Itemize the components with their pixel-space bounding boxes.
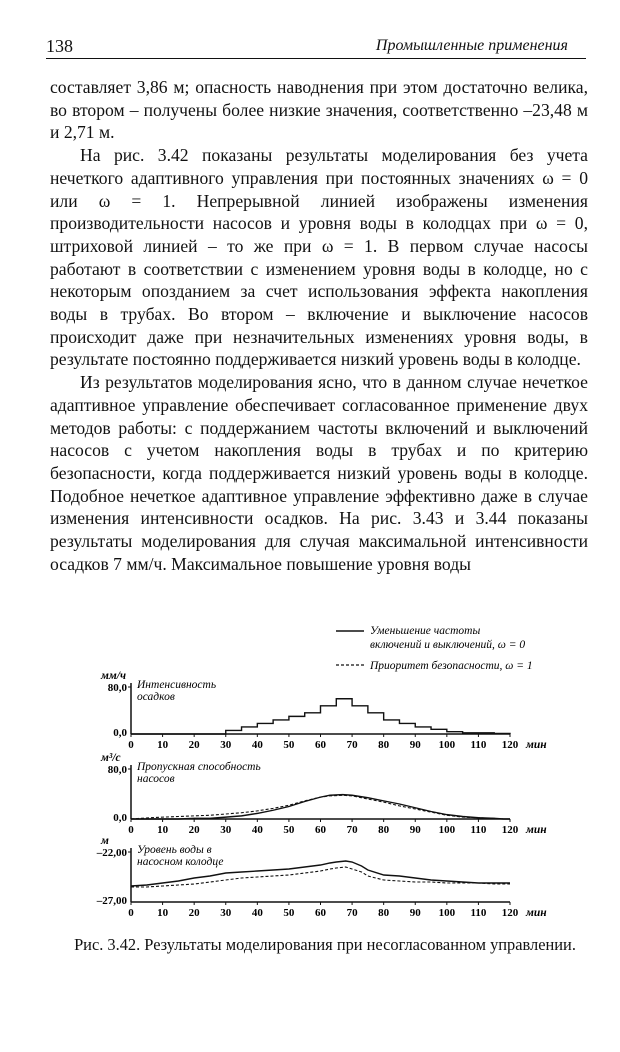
x-tick-label: 0 [128,824,134,836]
y-tick-label: –27,00 [96,895,127,907]
page-number: 138 [46,36,73,56]
y-unit-label: м [101,835,109,847]
x-tick-label: 90 [409,824,421,836]
x-tick-label: 20 [188,907,200,919]
x-tick-label: 0 [128,739,134,751]
series-line-1 [131,795,510,819]
x-tick-label: 50 [283,907,295,919]
y-tick-label: 80,0 [107,764,127,776]
x-tick-label: 10 [157,907,169,919]
chart-panel-3 [96,835,548,919]
x-tick-label: 30 [220,824,232,836]
x-tick-label: 20 [188,824,200,836]
x-tick-label: 30 [220,907,232,919]
x-tick-label: 80 [378,907,390,919]
x-tick-label: 40 [251,907,263,919]
x-tick-label: 70 [346,739,358,751]
panel-title: осадков [137,691,175,703]
x-tick-label: 120 [501,824,519,836]
y-unit-label: м³/с [101,752,121,764]
x-tick-label: 110 [470,907,487,919]
x-tick-label: 100 [438,824,456,836]
legend-dashed-label: Приоритет безопасности, ω = 1 [370,660,533,672]
x-tick-label: 10 [157,739,169,751]
paragraph-1: составляет 3,86 м; опасность наводнения при этом достаточно велика, во втором – получены более низкие значения, соответственно –23,48 м и 2,71 м. [50,77,588,143]
x-tick-label: 50 [283,739,295,751]
x-tick-label: 110 [470,824,487,836]
panel-title: насосном колодце [137,856,224,868]
x-unit-label: мин [526,824,547,836]
x-tick-label: 120 [501,739,519,751]
chart-panel-1 [100,670,547,751]
x-tick-label: 60 [315,907,326,919]
x-tick-label: 80 [378,824,390,836]
x-tick-label: 50 [283,824,295,836]
panel-title: Уровень воды в [137,844,212,856]
y-tick-label: –22,00 [96,847,127,859]
legend [336,625,533,672]
body-text [50,76,588,575]
y-tick-label: 0,0 [113,727,127,739]
legend-solid-label-2: включений и выключений, ω = 0 [370,639,526,651]
panel-title: насосов [137,773,175,785]
x-tick-label: 110 [470,739,487,751]
x-tick-label: 90 [409,739,421,751]
paragraph-3: Из результатов моделирования ясно, что в данном случае нечеткое адаптивное управление обеспечивает согласованное применение двух методов работы: с поддержанием частоты включений и выключений насосов с учетом накопления воды в трубах и по критерию безопасности, когда поддерживается низкий уровень воды в колодце. Подобное нечеткое адаптивное управление эффективно даже в случае изменения интенсивности осадков. На рис. 3.43 и 3.44 показаны результаты моделирования для случая максимальной интенсивности осадков 7 мм/ч. Максимальное повышение уровня воды [50,372,588,574]
x-tick-label: 0 [128,907,134,919]
x-tick-label: 60 [315,824,326,836]
series-line-2 [131,867,510,887]
x-tick-label: 120 [501,907,519,919]
x-tick-label: 90 [409,907,421,919]
x-tick-label: 80 [378,739,390,751]
x-tick-label: 100 [438,739,456,751]
x-tick-label: 40 [251,739,263,751]
chart-panel-2 [100,752,547,836]
x-tick-label: 70 [346,824,358,836]
y-unit-label: мм/ч [101,670,126,682]
x-unit-label: мин [526,739,547,751]
x-unit-label: мин [526,907,547,919]
x-tick-label: 100 [438,907,456,919]
series-line-1 [131,699,510,734]
x-tick-label: 40 [251,824,263,836]
running-title: Промышленные применения [375,37,568,54]
figure-caption: Рис. 3.42. Результаты моделирования при несогласованном управлении. [74,935,576,954]
chart-panels [96,670,548,919]
x-tick-label: 20 [188,739,200,751]
x-tick-label: 70 [346,907,358,919]
panel-title: Пропускная способность [137,761,261,773]
figure-3-42 [40,612,580,924]
y-tick-label: 80,0 [107,682,127,694]
legend-solid-label-1: Уменьшение частоты [370,625,481,637]
panel-title: Интенсивность [137,679,217,691]
paragraph-2: На рис. 3.42 показаны результаты моделирования без учета нечеткого адаптивного управления при постоянных значениях ω = 0 или ω = 1. Непрерывной линией изображены изменения производительности насосов и уровня воды в колодцах при ω = 0, штриховой линией – то же при ω = 1. В первом случае насосы работают в соответствии с изменением уровня воды в колодце, но с некоторым опозданием за счет использования эффекта накопления воды в трубах. Во втором – включение и выключение насосов происходит даже при незначительных изменениях уровня воды, в результате постоянно поддерживается низкий уровень воды в колодце. [50,145,588,370]
y-tick-label: 0,0 [113,812,127,824]
x-tick-label: 60 [315,739,326,751]
x-tick-label: 30 [220,739,232,751]
x-tick-label: 10 [157,824,169,836]
page-header [46,36,586,59]
